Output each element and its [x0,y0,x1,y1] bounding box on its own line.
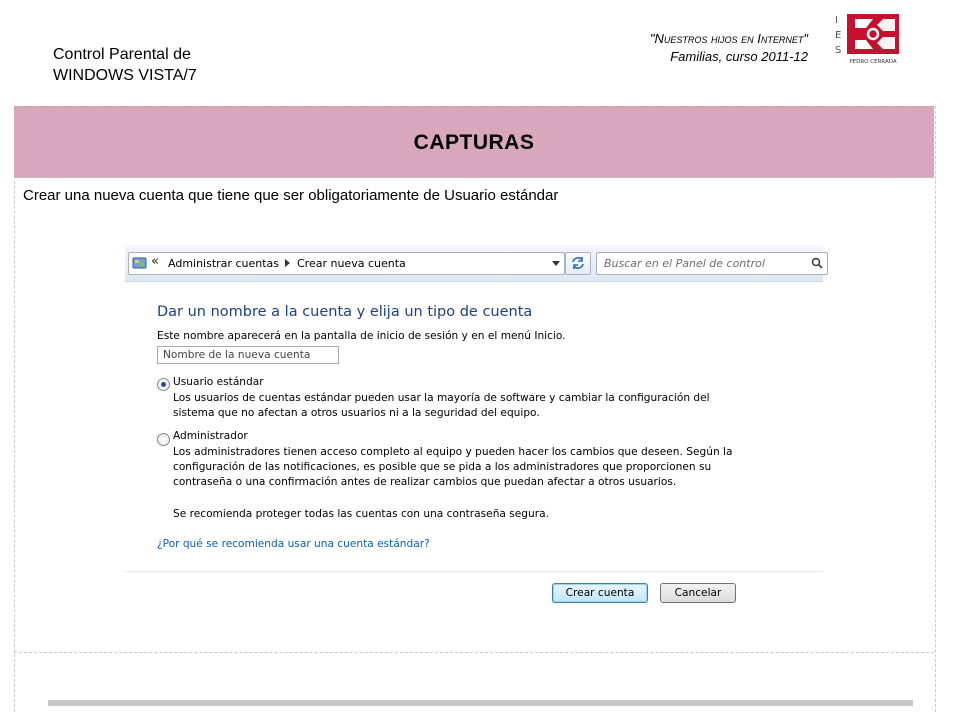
option-label-administrador[interactable]: Administrador [173,430,248,442]
bottom-scrollbar[interactable] [48,700,913,706]
logo-letter-i: I [835,15,838,26]
option-desc-usuario-estandar-line1: Los usuarios de cuentas estándar pueden usar la mayoría de software y cambiar la configuración del [173,392,710,404]
refresh-icon [570,256,586,270]
banner-title: CAPTURAS [413,131,535,154]
logo-caption: PEDRO CERRADA [849,59,897,65]
dialog-separator [125,571,823,572]
captures-banner [14,106,934,178]
document-title [53,44,197,86]
help-link[interactable]: ¿Por qué se recomienda usar una cuenta estándar? [157,538,430,550]
breadcrumb[interactable] [128,252,565,275]
series-title: "Nuestros hijos en Internet" [649,31,808,46]
option-desc-usuario-estandar-line2: sistema que no afectan a otros usuarios ni a la seguridad del equipo. [173,407,540,419]
option-desc-administrador-line1: Los administradores tienen acceso completo al equipo y pueden hacer los cambios que deseen. Según la [173,446,733,458]
radio-administrador[interactable] [157,433,170,446]
bottom-divider [14,652,934,653]
create-account-window [125,245,823,610]
option-label-usuario-estandar[interactable]: Usuario estándar [173,376,264,388]
dialog-heading: Dar un nombre a la cuenta y elija un tipo de cuenta [157,304,533,320]
ies-logo [833,10,905,66]
breadcrumb-item-administrar-cuentas[interactable]: Administrar cuentas [168,257,279,270]
breadcrumb-separator-icon[interactable] [285,259,290,267]
name-hint: Este nombre aparecerá en la pantalla de inicio de sesión y en el menú Inicio. [157,330,566,342]
password-recommendation: Se recomienda proteger todas las cuentas con una contraseña segura. [173,508,549,520]
logo-letter-s: S [835,45,842,56]
option-desc-administrador-line3: contraseña o una confirmación antes de realizar cambios que puedan afectar a otros usuarios. [173,476,677,488]
refresh-button[interactable] [565,252,591,275]
control-panel-icon [132,256,147,271]
breadcrumb-item-crear-nueva-cuenta[interactable]: Crear nueva cuenta [297,257,406,270]
search-input[interactable] [596,252,828,275]
course-info [650,30,808,66]
series-subtitle: Familias, curso 2011-12 [670,49,808,64]
cancel-button[interactable]: Cancelar [660,583,736,603]
search-placeholder: Buscar en el Panel de control [604,257,765,270]
slide-caption: Crear una nueva cuenta que tiene que ser obligatoriamente de Usuario estándar [23,187,559,204]
create-account-button[interactable]: Crear cuenta [552,583,648,603]
radio-usuario-estandar[interactable] [157,378,170,391]
account-name-input[interactable] [157,346,339,364]
account-name-value: Nombre de la nueva cuenta [163,349,311,361]
document-title-line1: Control Parental de [53,46,191,63]
document-title-line2: WINDOWS VISTA/7 [53,67,197,84]
breadcrumb-overflow-chevron[interactable]: « [151,254,159,269]
address-dropdown-icon[interactable] [552,261,560,266]
option-desc-administrador-line2: configuración de las notificaciones, es posible que se pida a los administradores que proporcionen su [173,461,712,473]
logo-letter-e: E [835,30,842,41]
search-icon[interactable] [811,257,823,269]
address-bar [125,245,823,282]
